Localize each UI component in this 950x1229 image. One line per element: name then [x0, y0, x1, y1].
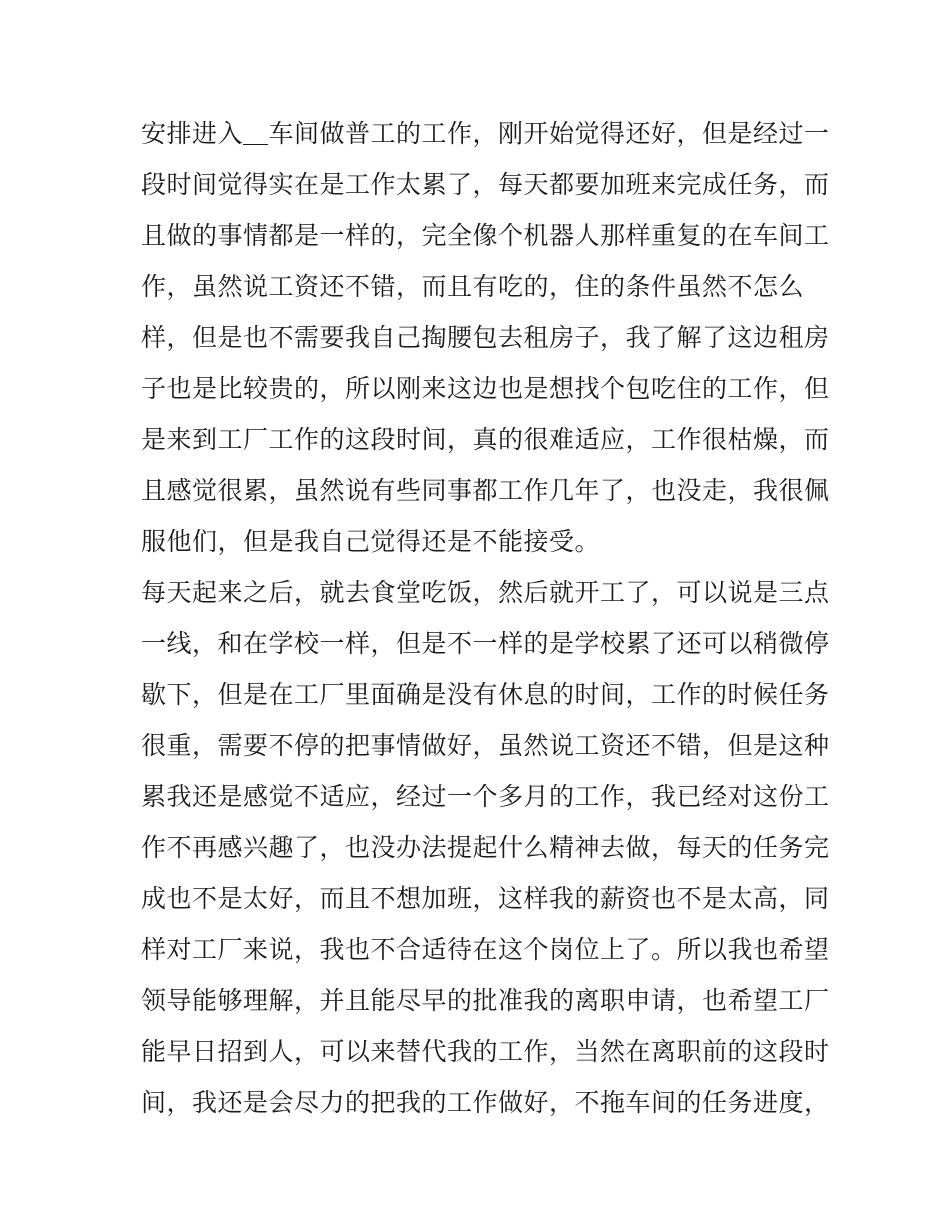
- text-line: 安排进入＿车间做普工的工作，刚开始觉得还好，但是经过一: [141, 119, 830, 148]
- text-line: 作，虽然说工资还不错，而且有吃的，住的条件虽然不怎么: [141, 272, 805, 301]
- text-line: 间，我还是会尽力的把我的工作做好，不拖车间的任务进度，: [141, 1088, 830, 1117]
- text-line: 子也是比较贵的，所以刚来这边也是想找个包吃住的工作，但: [141, 374, 830, 403]
- text-line: 每天起来之后，就去食堂吃饭，然后就开工了，可以说是三点: [141, 578, 830, 607]
- text-line: 能早日招到人，可以来替代我的工作，当然在离职前的这段时: [141, 1037, 830, 1066]
- text-line: 很重，需要不停的把事情做好，虽然说工资还不错，但是这种: [141, 731, 830, 760]
- text-line: 且感觉很累，虽然说有些同事都工作几年了，也没走，我很佩: [141, 476, 830, 505]
- text-line: 领导能够理解，并且能尽早的批准我的离职申请，也希望工厂: [141, 986, 830, 1015]
- text-line: 且做的事情都是一样的，完全像个机器人那样重复的在车间工: [141, 221, 830, 250]
- text-line: 段时间觉得实在是工作太累了，每天都要加班来完成任务，而: [141, 170, 830, 199]
- text-line: 累我还是感觉不适应，经过一个多月的工作，我已经对这份工: [141, 782, 830, 811]
- text-line: 服他们，但是我自己觉得还是不能接受。: [141, 527, 601, 556]
- text-line: 样，但是也不需要我自己掏腰包去租房子，我了解了这边租房: [141, 323, 830, 352]
- letter-body: [141, 108, 831, 1128]
- text-line: 是来到工厂工作的这段时间，真的很难适应，工作很枯燥，而: [141, 425, 830, 454]
- text-line: 一线，和在学校一样，但是不一样的是学校累了还可以稍微停: [141, 629, 830, 658]
- text-line: 样对工厂来说，我也不合适待在这个岗位上了。所以我也希望: [141, 935, 830, 964]
- text-line: 成也不是太好，而且不想加班，这样我的薪资也不是太高，同: [141, 884, 830, 913]
- text-line: 歇下，但是在工厂里面确是没有休息的时间，工作的时候任务: [141, 680, 830, 709]
- text-line: 作不再感兴趣了，也没办法提起什么精神去做，每天的任务完: [141, 833, 830, 862]
